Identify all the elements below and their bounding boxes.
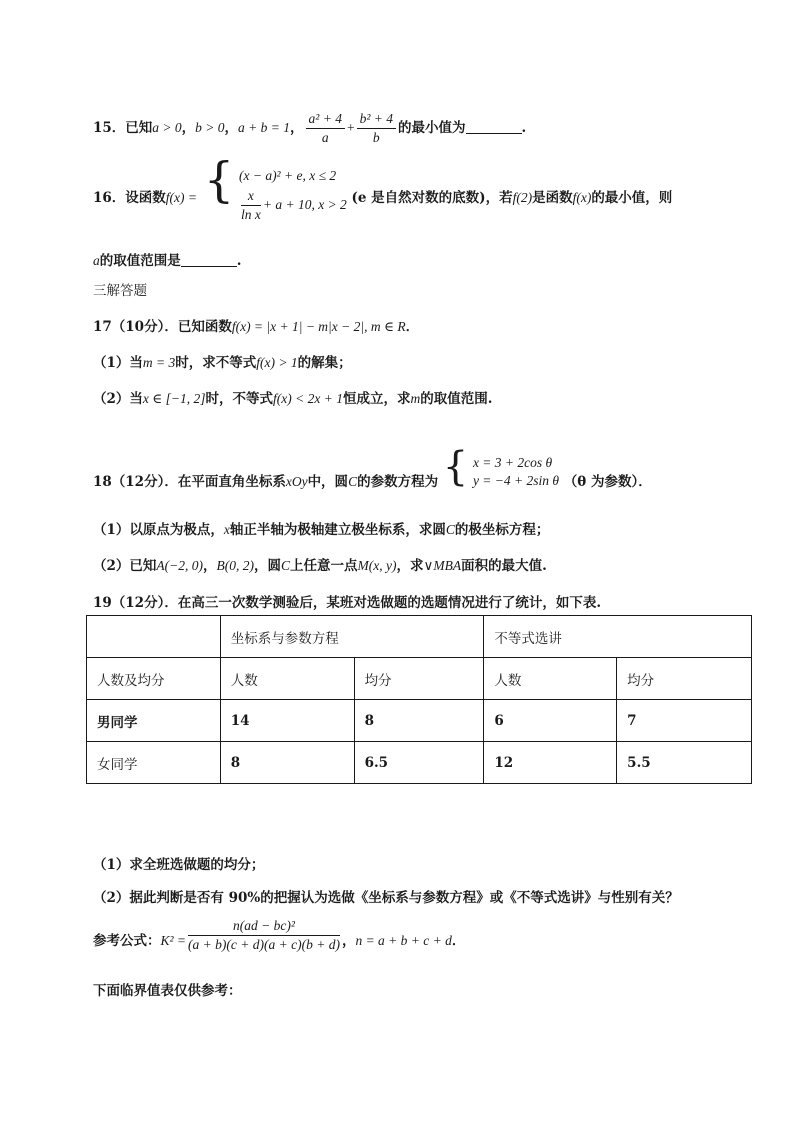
reference-formula: 参考公式：K² = $\frac{\text{n(ad − bc)²}}{(a + b)(c + d)(a + c)(b + d)}$ ，n = a + b + c + d．: [93, 918, 466, 952]
question-19-part-1: （1）求全班选做题的均分；: [93, 857, 265, 873]
table-group-header: 坐标系与参数方程: [220, 616, 484, 658]
question-15: 15．已知a > 0，b > 0，a + b = 1， $\frac{\text{a² + 4}}{a}$ + $\frac{\text{b² + 4}}{b}$ 的最小值为 .: [93, 111, 527, 145]
statistics-table: [86, 615, 752, 784]
question-18-part-1: （1）以原点为极点，x轴正半轴为极轴建立极坐标系，求圆C的极坐标方程；: [93, 522, 550, 538]
table-row-label: 女同学: [87, 742, 221, 784]
question-16-line-2: a的取值范围是 .: [93, 253, 242, 269]
answer-blank[interactable]: [466, 121, 522, 134]
table-cell: 12: [484, 742, 617, 784]
q15-fraction-a: $\frac{\text{a² + 4}}{a}$: [306, 111, 345, 146]
param-eq-x: x = 3 + 2cos θ: [472, 455, 553, 470]
table-cell: 8: [354, 700, 484, 742]
param-eq-y: y = −4 + 2sin θ: [472, 473, 560, 488]
question-17-part-1: （1）当m = 3时，求不等式f(x) > 1的解集；: [93, 355, 352, 371]
table-cell: 均分: [617, 658, 752, 700]
question-17-part-2: （2）当x ∈ [−1, 2]时，不等式f(x) < 2x + 1恒成立，求m的取值范围.: [93, 391, 493, 407]
table-cell: [87, 616, 221, 658]
table-cell: 14: [220, 700, 354, 742]
answer-blank[interactable]: [181, 254, 237, 267]
table-cell: 7: [617, 700, 752, 742]
chi-square-fraction: $\frac{\text{n(ad − bc)²}}{(a + b)(c + d)(a + c)(b + d)}$: [188, 918, 340, 952]
question-17: 17（10分）．已知函数f(x) = |x + 1| − m|x − 2|, m ∈ R．: [93, 319, 420, 335]
question-19-part-2: （2）据此判断是否有 90%的把握认为选做《坐标系与参数方程》或《不等式选讲》与性别有关？: [93, 890, 679, 906]
table-cell: 均分: [354, 658, 484, 700]
section-title: 三解答题: [93, 283, 147, 299]
table-row: [87, 700, 752, 742]
table-row: [87, 616, 752, 658]
question-16: 16．设函数f(x) = { (x − a)² + e, x ≤ 2 $\frac{x}{\text{ln x}}$ + a + 10, x > 2 (e 是自然对数的底数)，若f(2)是函数f(x)的最小值，则: [93, 152, 673, 222]
table-row-label: 男同学: [87, 700, 221, 742]
piecewise-brace: {: [203, 152, 235, 208]
table-cell: 5.5: [617, 742, 752, 784]
table-cell: 人数: [220, 658, 354, 700]
table-cell: 6: [484, 700, 617, 742]
table-group-header: 不等式选讲: [484, 616, 752, 658]
table-cell: 6.5: [354, 742, 484, 784]
critical-value-note: 下面临界值表仅供参考：: [93, 983, 242, 999]
question-19: 19（12分）．在高三一次数学测验后，某班对选做题的选题情况进行了统计，如下表.: [93, 595, 602, 611]
q15-fraction-b: $\frac{\text{b² + 4}}{b}$: [357, 111, 396, 146]
table-row-header: 人数及均分: [87, 658, 221, 700]
table-cell: 人数: [484, 658, 617, 700]
question-18-part-2: （2）已知A(−2, 0)，B(0, 2)，圆C上任意一点M(x, y)，求∨MBA面积的最大值.: [93, 558, 547, 574]
table-row: [87, 658, 752, 700]
q16-case-2: $\frac{x}{\text{ln x}}$ + a + 10, x > 2: [240, 188, 347, 222]
table-row: [87, 742, 752, 784]
parametric-brace: {: [442, 444, 469, 490]
question-18: 18（12分）．在平面直角坐标系xOy中，圆C的参数方程为 { x = 3 + 2cos θ y = −4 + 2sin θ （θ 为参数）．: [93, 444, 652, 490]
q16-case-1: (x − a)² + e, x ≤ 2: [238, 168, 337, 183]
table-cell: 8: [220, 742, 354, 784]
q15-number: 15: [93, 120, 112, 136]
